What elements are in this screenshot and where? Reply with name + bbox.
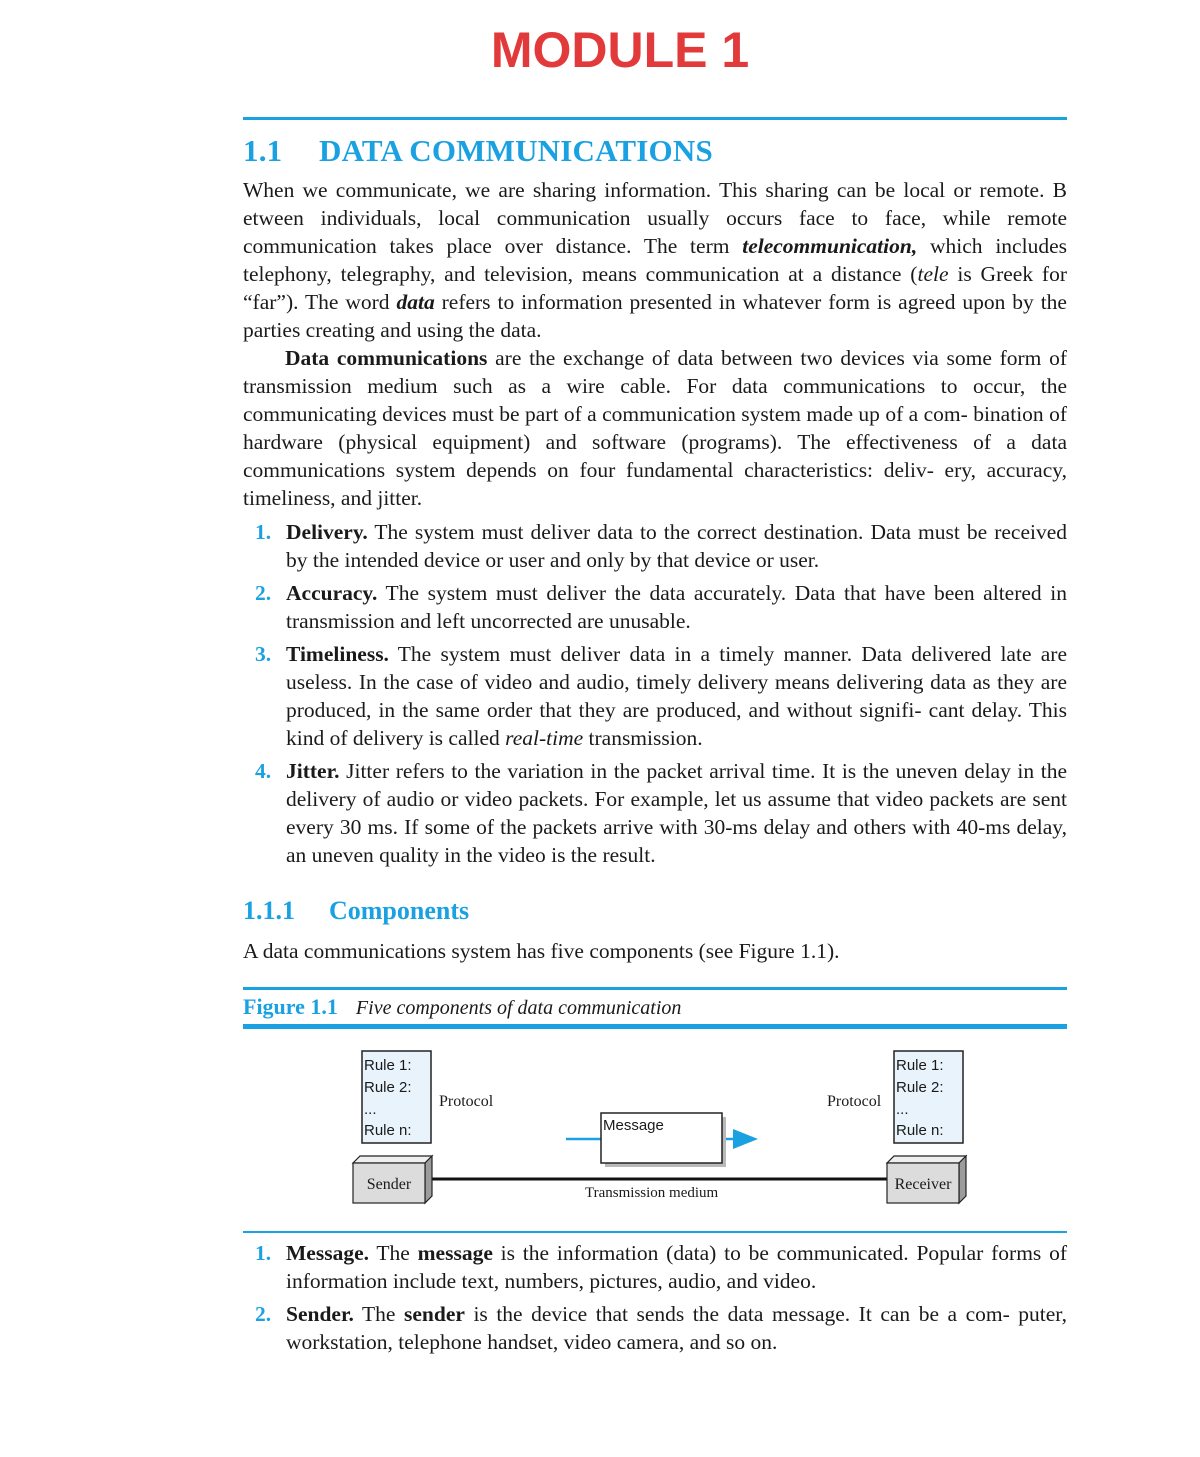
list-number: 1. <box>255 520 272 544</box>
para1-text-4: refers to information presented in whatever form is agreed upon by the parties creating and using the data. <box>243 290 1067 342</box>
list-text: The <box>369 1241 418 1265</box>
list-item <box>243 1239 1067 1295</box>
figure-bottom-rule <box>243 1231 1067 1233</box>
rule-line: Rule 1: <box>364 1057 412 1074</box>
section-top-rule <box>243 117 1067 120</box>
transmission-medium-label: Transmission medium <box>585 1185 719 1201</box>
list-text: is the device that sends the data message. It can be a com- puter, workstation, telephone handset, video camera, and so on. <box>286 1302 1067 1354</box>
list-term: Message. <box>286 1241 369 1265</box>
list-term: Sender. <box>286 1302 354 1326</box>
section-heading <box>243 132 1067 170</box>
subsection-heading <box>243 895 1067 927</box>
rule-line: Rule 2: <box>896 1079 944 1096</box>
section-title: DATA COMMUNICATIONS <box>319 133 713 168</box>
list-number: 4. <box>255 759 272 783</box>
para1-text-1: When we communicate, we are sharing information. This sharing can be local or remote. B etween individuals, local communication usually occurs face to face, while remote communication takes place over distance. The term <box>243 178 1067 258</box>
figure-label: Figure 1.1 <box>243 994 338 1019</box>
sender-device <box>353 1156 432 1203</box>
receiver-protocol-rules-box <box>894 1051 963 1143</box>
list-term: Delivery. <box>286 520 368 544</box>
list-number: 1. <box>255 1241 272 1265</box>
term-data-communications: Data communications <box>285 346 488 370</box>
data-communications-paragraph <box>243 344 1067 512</box>
list-text: The <box>353 1302 404 1326</box>
term-telecommunication: telecommunication, <box>742 234 918 258</box>
receiver-device <box>887 1156 966 1203</box>
list-item <box>243 1300 1067 1356</box>
list-number: 2. <box>255 1302 272 1326</box>
list-text: transmission. <box>583 726 703 750</box>
protocol-label-right: Protocol <box>827 1093 882 1110</box>
list-item <box>243 579 1067 635</box>
rule-line: Rule 1: <box>896 1057 944 1074</box>
term-sender: sender <box>404 1302 465 1326</box>
rule-line: Rule n: <box>896 1122 944 1139</box>
page-content <box>243 117 1067 1361</box>
subsection-title: Components <box>329 896 470 925</box>
list-number: 2. <box>255 581 272 605</box>
module-title: MODULE 1 <box>490 22 750 78</box>
subsection-number: 1.1.1 <box>243 896 295 925</box>
rule-line: ... <box>364 1101 377 1118</box>
list-text: The system must deliver data in a timely manner. Data delivered late are useless. In the case of video and audio, timely delivery means delivering data as they are produced, in the same order that they are produced, and without signifi- cant delay. This kind of delivery is called <box>286 642 1067 750</box>
para1-text-3: is Greek for “far”). The word <box>243 262 1067 314</box>
term-message: message <box>417 1241 493 1265</box>
list-text: is the information (data) to be communicated. Popular forms of information include text, numbers, pictures, audio, and video. <box>286 1241 1067 1293</box>
para1-text-2: which includes telephony, telegraphy, and television, means communication at a distance ( <box>243 234 1067 286</box>
term-tele: tele <box>917 262 949 286</box>
para2-text: are the exchange of data between two devices via some form of transmission medium such as a wire cable. For data communications to occur, the communicating devices must be part of a communication system made up of a com- bination of hardware (physical equipment) and software (programs). The effectiveness of a data communications system depends on four fundamental characteristics: deliv- ery, accuracy, timeliness, and jitter. <box>243 346 1068 510</box>
section-number: 1.1 <box>243 133 283 168</box>
list-item <box>243 518 1067 574</box>
rule-line: Rule 2: <box>364 1079 412 1096</box>
figure-caption-text: Five components of data communication <box>355 997 682 1019</box>
list-term: Accuracy. <box>286 581 378 605</box>
characteristics-list <box>243 518 1067 869</box>
components-diagram-svg <box>243 1029 1067 1231</box>
list-term: Timeliness. <box>286 642 389 666</box>
rule-line: Rule n: <box>364 1122 412 1139</box>
sender-protocol-rules-box <box>362 1051 431 1143</box>
figure-diagram <box>243 1029 1067 1231</box>
rule-line: ... <box>896 1101 909 1118</box>
intro-paragraph <box>243 176 1067 344</box>
protocol-label-left: Protocol <box>439 1093 494 1110</box>
sender-label: Sender <box>366 1176 412 1193</box>
components-intro: A data communications system has five components (see Figure 1.1). <box>243 939 840 963</box>
list-term: Jitter. <box>286 759 340 783</box>
receiver-label: Receiver <box>894 1176 952 1193</box>
figure-caption <box>243 990 1067 1024</box>
message-box <box>601 1113 726 1167</box>
term-real-time: real-time <box>505 726 584 750</box>
list-item <box>243 640 1067 752</box>
list-text: The system must deliver data to the correct destination. Data must be received by the intended device or user and only by that device or user. <box>286 520 1067 572</box>
list-text: The system must deliver the data accurately. Data that have been altered in transmission and left uncorrected are unusable. <box>286 581 1067 633</box>
list-text: Jitter refers to the variation in the packet arrival time. It is the uneven delay in the delivery of audio or video packets. For example, let us assume that video packets are sent every 30 ms. If some of the packets arrive with 30-ms delay and others with 40-ms delay, an uneven quality in the video is the result. <box>286 759 1067 867</box>
message-label: Message <box>603 1117 664 1134</box>
components-list <box>243 1239 1067 1356</box>
term-data: data <box>396 290 435 314</box>
list-number: 3. <box>255 642 272 666</box>
list-item <box>243 757 1067 869</box>
